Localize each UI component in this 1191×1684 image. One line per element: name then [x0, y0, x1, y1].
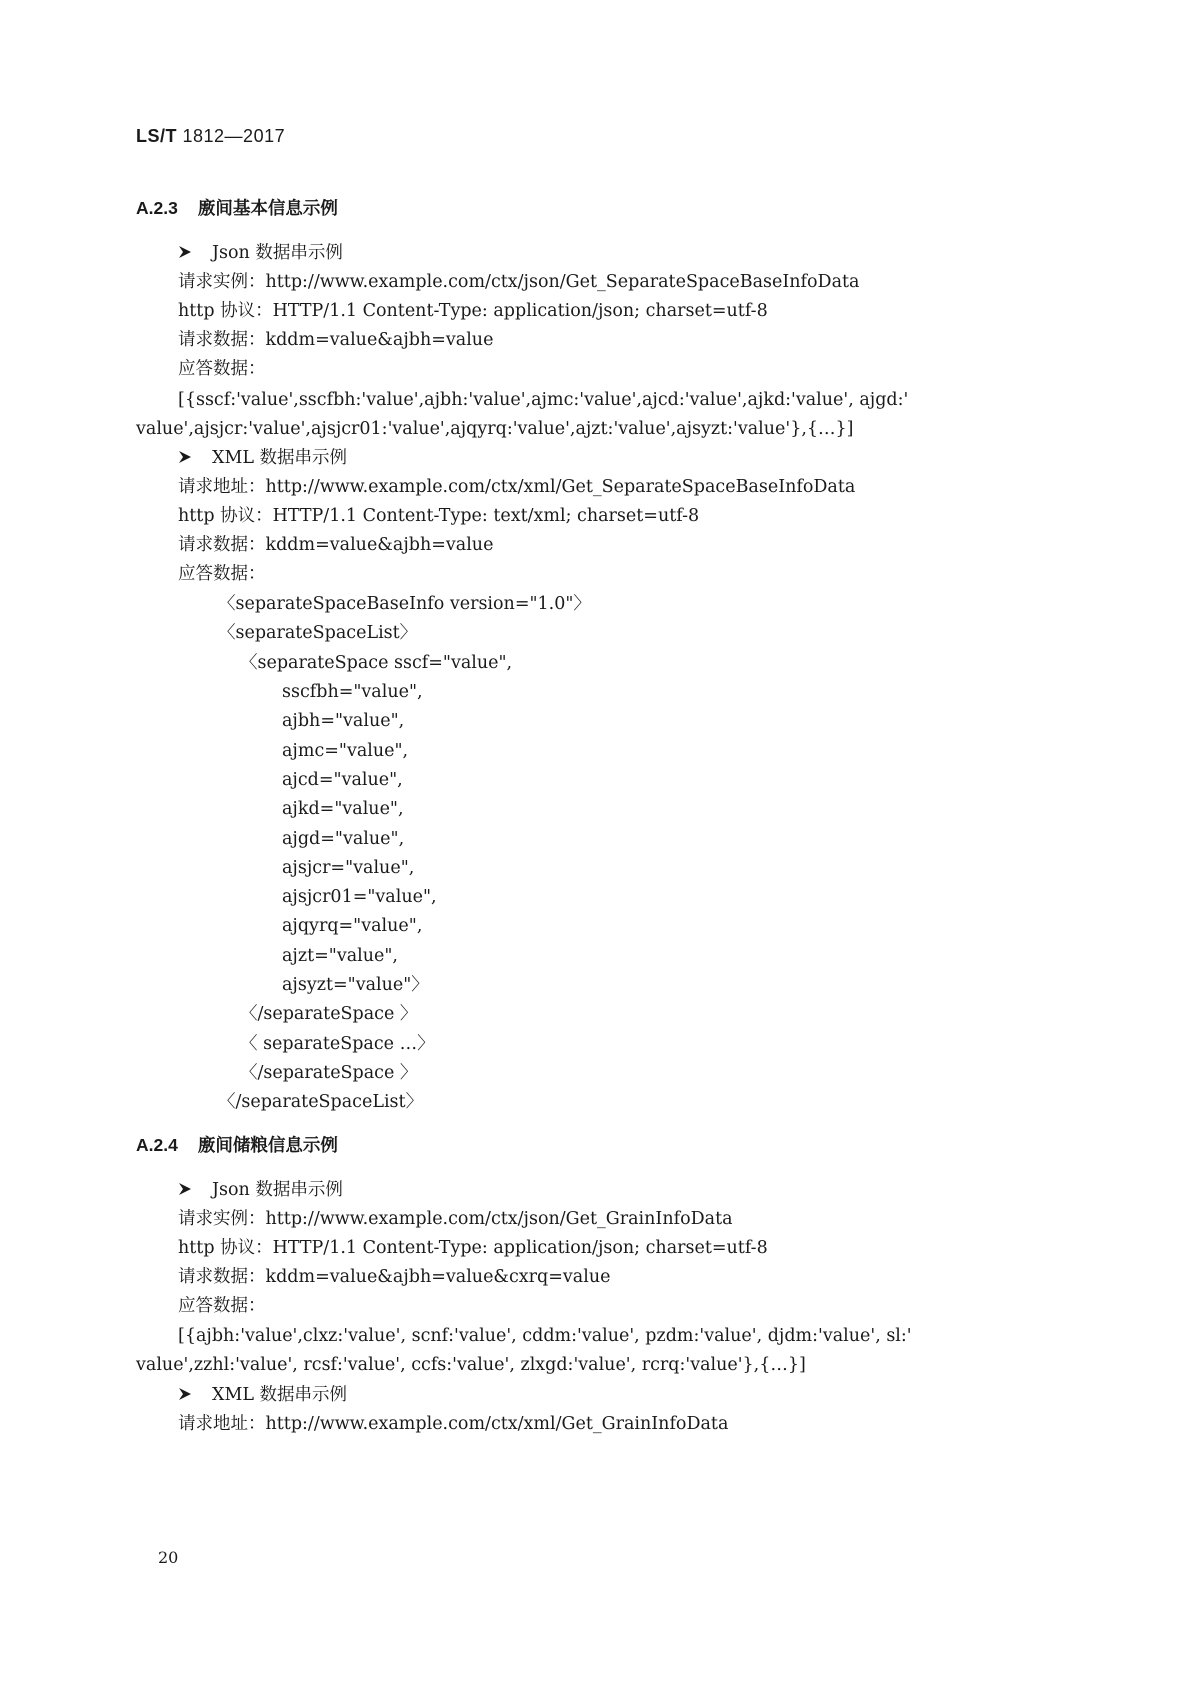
json-request-data-line: 请求数据：kddm=value&ajbh=value [178, 330, 494, 350]
json-response-line-1: [{ajbh:'value',clxz:'value', scnf:'value', cddm:'value', pzdm:'value', djdm:'value', sl:' [178, 1326, 912, 1346]
xml-protocol-line: http 协议：HTTP/1.1 Content-Type: text/xml; charset=utf-8 [178, 506, 700, 526]
standard-prefix: LS/T [136, 126, 177, 146]
json-request-line: 请求实例：http://www.example.com/ctx/json/Get_GrainInfoData [178, 1209, 733, 1229]
section-heading-a23 [136, 197, 338, 220]
xml-bullet-a24: XML 数据串示例 [178, 1384, 347, 1406]
xml-response-label: 应答数据： [178, 564, 266, 584]
json-protocol-line: http 协议：HTTP/1.1 Content-Type: application/json; charset=utf-8 [178, 301, 768, 321]
json-response-label: 应答数据： [178, 359, 266, 379]
xml-request-line: 请求地址：http://www.example.com/ctx/xml/Get_SeparateSpaceBaseInfoData [178, 477, 856, 497]
section-title: 廒间基本信息示例 [197, 199, 338, 219]
section-number: A.2.3 [136, 198, 178, 218]
xml-attr-line: ajsyzt="value"〉 [282, 975, 429, 995]
xml-list-close: 〈/separateSpaceList〉 [218, 1092, 424, 1112]
xml-attr-line: ajbh="value", [282, 711, 405, 731]
json-bullet-a23: Json 数据串示例 [178, 242, 343, 264]
arrow-bullet-icon [178, 1387, 192, 1401]
section-number: A.2.4 [136, 1135, 178, 1155]
xml-attr-line: ajsjcr01="value", [282, 887, 437, 907]
xml-space-close: 〈/separateSpace 〉 [240, 1063, 418, 1083]
xml-attr-line: ajsjcr="value", [282, 858, 415, 878]
section-title: 廒间储粮信息示例 [197, 1136, 338, 1156]
page-number: 20 [158, 1548, 179, 1567]
xml-request-line: 请求地址：http://www.example.com/ctx/xml/Get_GrainInfoData [178, 1414, 729, 1434]
json-request-data-line: 请求数据：kddm=value&ajbh=value&cxrq=value [178, 1267, 611, 1287]
xml-root-open: 〈separateSpaceBaseInfo version="1.0"〉 [218, 594, 591, 614]
xml-attr-line: ajcd="value", [282, 770, 403, 790]
xml-list-open: 〈separateSpaceList〉 [218, 623, 418, 643]
json-response-line-2: value',ajsjcr:'value',ajsjcr01:'value',ajqyrq:'value',ajzt:'value',ajsyzt:'value'},{…}] [136, 419, 854, 439]
xml-bullet-a23: XML 数据串示例 [178, 447, 347, 469]
json-response-label: 应答数据： [178, 1296, 266, 1316]
standard-number: 1812—2017 [182, 126, 286, 146]
json-request-line: 请求实例：http://www.example.com/ctx/json/Get_SeparateSpaceBaseInfoData [178, 272, 860, 292]
json-protocol-line: http 协议：HTTP/1.1 Content-Type: application/json; charset=utf-8 [178, 1238, 768, 1258]
xml-attr-line: ajgd="value", [282, 829, 405, 849]
xml-space-open: 〈separateSpace sscf="value", [240, 653, 513, 673]
standard-header [136, 126, 285, 147]
arrow-bullet-icon [178, 1182, 192, 1196]
xml-attr-line: sscfbh="value", [282, 682, 423, 702]
xml-space-close: 〈/separateSpace 〉 [240, 1004, 418, 1024]
json-response-line-2: value',zzhl:'value', rcsf:'value', ccfs:'value', zlxgd:'value', rcrq:'value'},{…}] [136, 1355, 806, 1375]
json-response-line-1: [{sscf:'value',sscfbh:'value',ajbh:'value',ajmc:'value',ajcd:'value',ajkd:'value', ajgd:' [178, 390, 909, 410]
arrow-bullet-icon [178, 450, 192, 464]
xml-attr-line: ajzt="value", [282, 946, 398, 966]
arrow-bullet-icon [178, 245, 192, 259]
xml-attr-line: ajmc="value", [282, 741, 409, 761]
xml-space-more: 〈 separateSpace …〉 [240, 1034, 435, 1054]
xml-attr-line: ajkd="value", [282, 799, 404, 819]
xml-attr-line: ajqyrq="value", [282, 916, 423, 936]
xml-request-data-line: 请求数据：kddm=value&ajbh=value [178, 535, 494, 555]
json-bullet-a24: Json 数据串示例 [178, 1179, 343, 1201]
section-heading-a24 [136, 1134, 338, 1157]
